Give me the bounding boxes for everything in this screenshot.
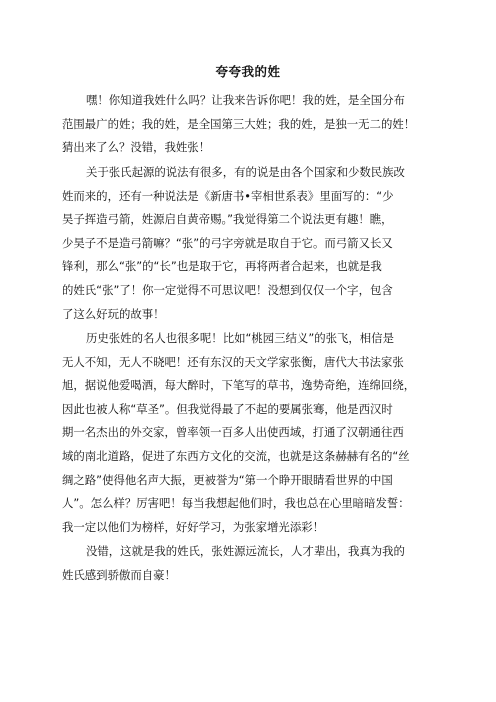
paragraph-1	[62, 89, 434, 160]
paragraph-line: 我一定以他们为榜样，好好学习，为张家增光添彩！	[62, 519, 324, 534]
paragraph-line: 人”。怎么样？厉害吧！每当我想起他们时，我也总在心里暗暗发誓：	[62, 496, 410, 511]
paragraph-line: 无人不知，无人不晓吧！还有东汉的天文学家张衡，唐代大书法家张	[62, 354, 404, 369]
paragraph-4	[62, 540, 434, 587]
paragraph-line: 旭，据说他爱喝酒，每大醉时，下笔写的草书，逸势奇绝，连绵回绕，	[62, 378, 416, 393]
paragraph-line: 绸之路”使得他名声大振，更被誉为“第一个睁开眼睛看世界的中国	[62, 472, 393, 487]
paragraph-line: 姓氏感到骄傲而自豪！	[62, 567, 176, 582]
paragraph-line: 姓而来的，还有一种说法是《新唐书•宰相世系表》里面写的：“少	[62, 188, 394, 203]
paragraph-line: 期一名杰出的外交家，曾率领一百多人出使西域，打通了汉朝通往西	[62, 425, 404, 440]
paragraph-3	[62, 327, 434, 539]
paragraph-line: 因此也被人称“草圣”。但我觉得最了不起的要属张骞，他是西汉时	[62, 401, 393, 416]
paragraph-line: 域的南北道路，促进了东西方文化的交流，也就是这条赫赫有名的“丝	[62, 448, 410, 463]
paragraph-line: 猜出来了么？没错，我姓张！	[62, 140, 211, 155]
paragraph-line: 了这么好玩的故事！	[62, 306, 165, 321]
paragraph-line: 关于张氏起源的说法有很多，有的说是由各个国家和少数民族改	[86, 165, 405, 179]
document-title: 夸夸我的姓	[215, 64, 281, 79]
paragraph-line: 历史张姓的名人也很多呢！比如“桃园三结义”的张飞，相信是	[86, 331, 394, 345]
paragraph-line: 昊子挥造弓箭，姓源启自黄帝赐。”我觉得第二个说法更有趣！瞧，	[62, 212, 393, 227]
paragraph-line: 锋利，那么“张”的“长”也是取于它，再将两者合起来，也就是我	[62, 259, 382, 274]
paragraph-line: 嘿！你知道我姓什么吗？让我来告诉你吧！我的姓，是全国分布	[86, 93, 405, 107]
paragraph-2	[62, 161, 434, 326]
paragraph-line: 少昊子不是造弓箭嘛？“张”的弓字旁就是取自于它。而弓箭又长又	[62, 235, 393, 250]
paragraph-line: 范围最广的姓；我的姓，是全国第三大姓；我的姓，是独一无二的姓！	[62, 116, 416, 131]
paragraph-line: 的姓氏“张”了！你一定觉得不可思议吧！没想到仅仅一个字，包含	[62, 282, 393, 297]
paragraph-line: 没错，这就是我的姓氏，张姓源远流长，人才辈出，我真为我的	[86, 544, 405, 558]
